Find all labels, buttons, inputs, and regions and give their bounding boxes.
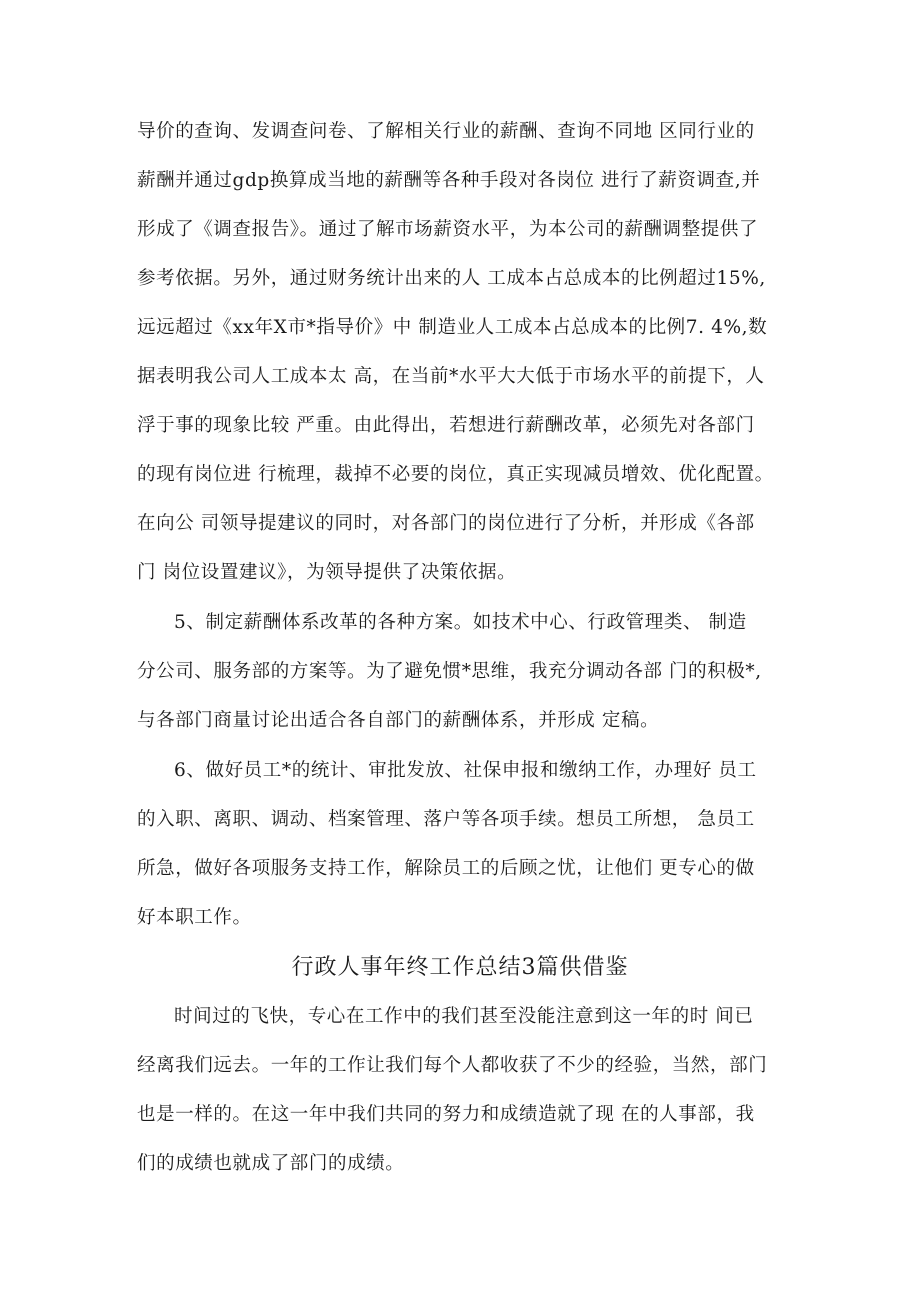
text-line: 所急，做好各项服务支持工作，解除员工的后顾之忧，让他们 更专心的做 [137,858,755,879]
text-line: 远远超过《xx年X市*指导价》中 制造业人工成本占总成本的比例7. 4%,数 [137,317,768,338]
text-line: 分公司、服务部的方案等。为了避免惯*思维，我充分调动各部 门的积极*, [137,661,762,682]
text-line: 薪酬并通过gdp换算成当地的薪酬等各种手段对各岗位 进行了薪资调查,并 [137,170,761,191]
text-line: 们的成绩也就成了部门的成绩。 [137,1153,405,1174]
text-line: 的入职、离职、调动、档案管理、落户等各项手续。想员工所想， 急员工 [137,809,755,830]
text-line: 的现有岗位进 行梳理，裁掉不必要的岗位，真正实现减员增效、优化配置。 [137,464,774,485]
text-line: 时间过的飞快，专心在工作中的我们甚至没能注意到这一年的时 间已 [174,1006,754,1027]
text-line: 据表明我公司人工成本太 高，在当前*水平大大低于市场水平的前提下，人 [137,366,765,387]
text-line: 导价的查询、发调查问卷、了解相关行业的薪酬、查询不同地 区同行业的 [137,121,755,142]
text-line: 经离我们远去。一年的工作让我们每个人都收获了不少的经验，当然，部门 [137,1055,768,1076]
text-line: 也是一样的。在这一年中我们共同的努力和成绩造就了现 在的人事部，我 [137,1104,755,1125]
section-heading: 行政人事年终工作总结3篇供借鉴 [291,955,629,980]
text-line: 形成了《调查报告》。通过了解市场薪资水平，为本公司的薪酬调整提供了 [137,219,759,240]
text-line: 门 岗位设置建议》，为领导提供了决策依据。 [137,562,517,583]
text-line: 在向公 司领导提建议的同时，对各部门的岗位进行了分析，并形成《各部 [137,513,755,534]
text-line: 好本职工作。 [137,907,252,928]
text-line: 6、做好员工*的统计、审批发放、社保申报和缴纳工作，办理好 员工 [174,760,757,781]
text-line: 浮于事的现象比较 严重。由此得出，若想进行薪酬改革，必须先对各部门 [137,415,755,436]
text-line: 参考依据。另外，通过财务统计出来的人 工成本占总成本的比例超过15%, [137,268,766,289]
text-line: 与各部门商量讨论出适合各自部门的薪酬体系，并形成 定稿。 [137,710,660,731]
text-line: 5、制定薪酬体系改革的各种方案。如技术中心、行政管理类、 制造 [174,612,747,633]
